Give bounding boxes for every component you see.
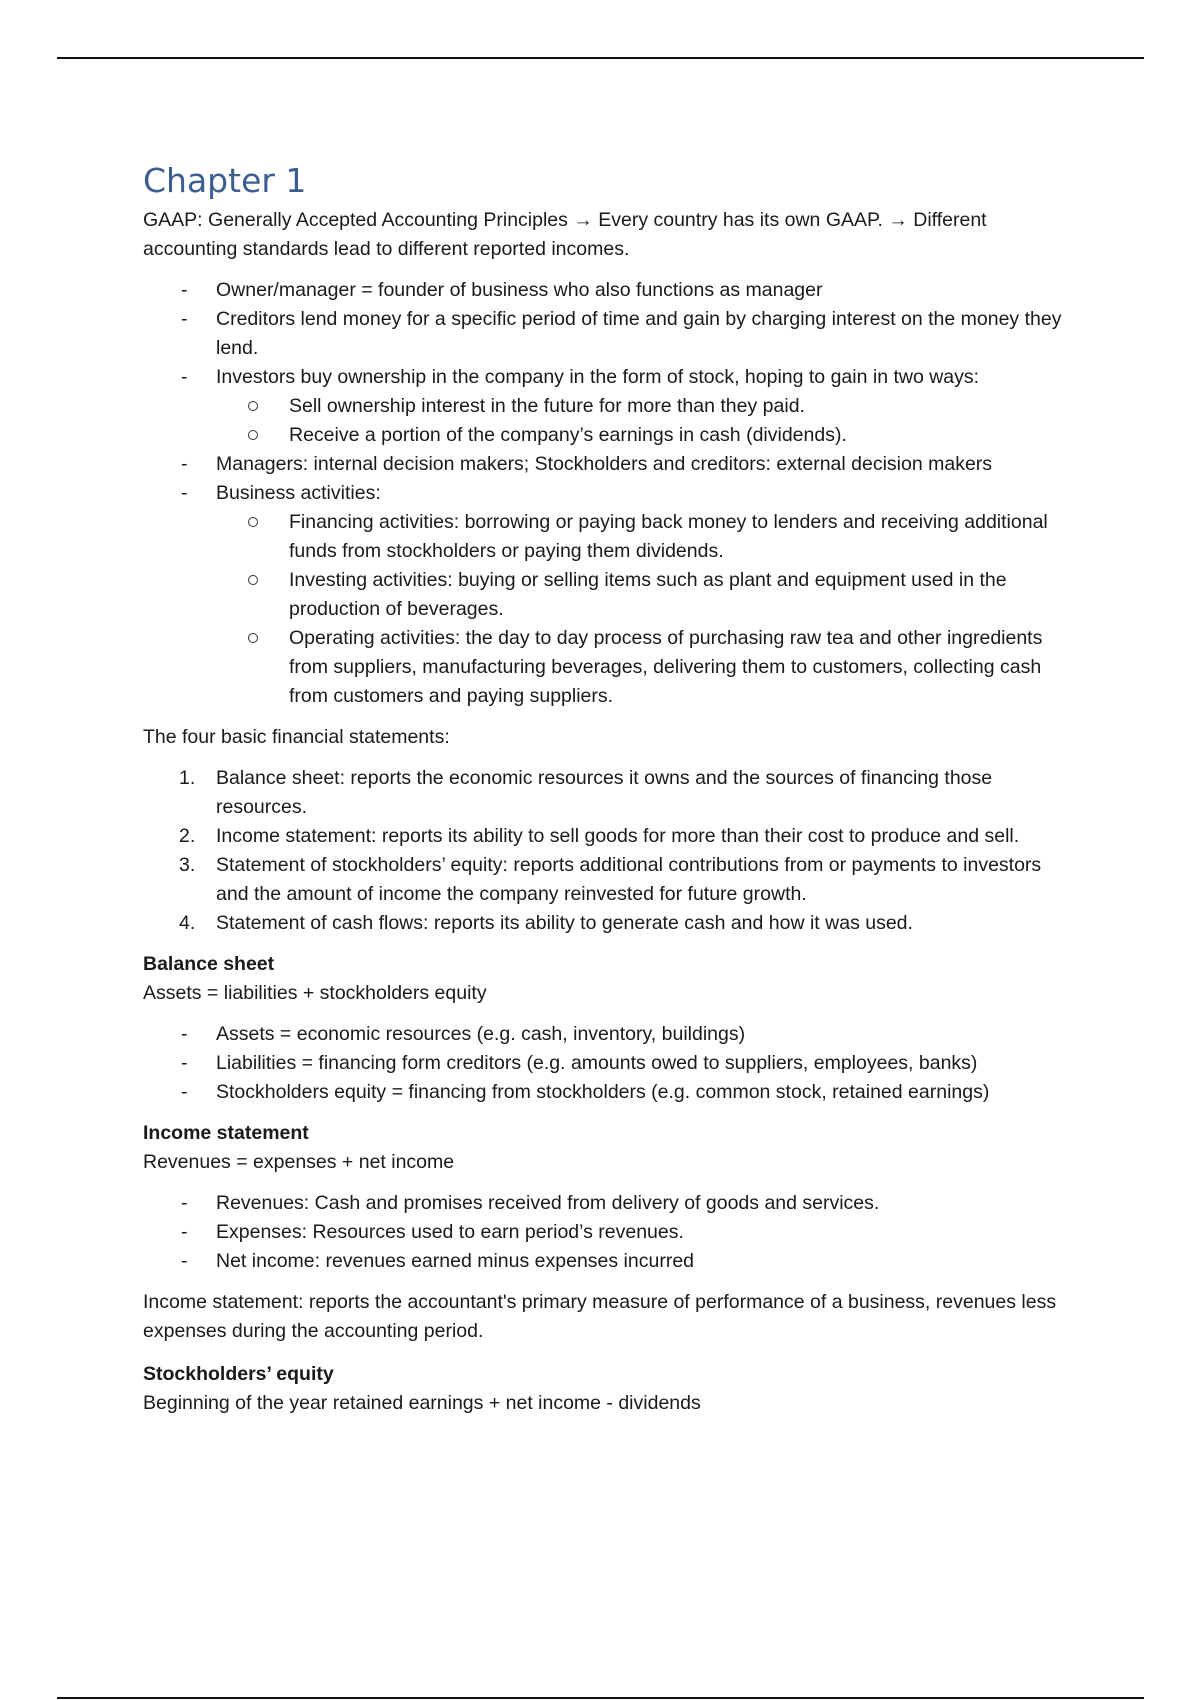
list-item: - Stockholders equity = financing from stockholders (e.g. common stock, retained earnings) bbox=[143, 1078, 1068, 1107]
dash-bullet: - bbox=[181, 1023, 188, 1045]
dash-bullet: - bbox=[181, 1081, 188, 1103]
overview-list bbox=[143, 276, 1068, 711]
intro-paragraph: GAAP: Generally Accepted Accounting Principles → Every country has its own GAAP. → Different accounting standards lead to different reported incomes. bbox=[143, 209, 987, 260]
list-item: - Revenues: Cash and promises received from delivery of goods and services. bbox=[143, 1189, 1068, 1218]
top-rule bbox=[57, 57, 1144, 59]
dash-bullet: - bbox=[181, 1052, 188, 1074]
list-item: Receive a portion of the company’s earnings in cash (dividends). bbox=[216, 421, 1068, 450]
list-item: 4. Statement of cash flows: reports its ability to generate cash and how it was used. bbox=[143, 909, 1068, 938]
list-item: Operating activities: the day to day process of purchasing raw tea and other ingredients from suppliers, manufacturing beverages, delivering them to customers, collecting cash from customers and paying suppliers. bbox=[216, 624, 1068, 711]
statements-list bbox=[143, 764, 1068, 938]
list-item: - Investors buy ownership in the company in the form of stock, hoping to gain in two ways: Sell ownership interest in the future for more than they paid. Receive a portion of the company’s earnings in cash (dividends). bbox=[143, 363, 1068, 450]
bottom-rule bbox=[57, 1697, 1144, 1699]
circle-bullet-icon bbox=[248, 517, 258, 527]
list-item: - Managers: internal decision makers; Stockholders and creditors: external decision makers bbox=[143, 450, 1068, 479]
business-activities-list bbox=[216, 508, 1068, 711]
dash-bullet: - bbox=[181, 482, 188, 504]
list-number: 2. bbox=[179, 825, 196, 847]
dash-bullet: - bbox=[181, 1250, 188, 1272]
income-statement-equation: Revenues = expenses + net income bbox=[143, 1151, 455, 1173]
income-statement-list bbox=[143, 1189, 1068, 1276]
investor-ways-list bbox=[216, 392, 1068, 450]
list-item: - Creditors lend money for a specific period of time and gain by charging interest on the money they lend. bbox=[143, 305, 1068, 363]
list-item: - Business activities: Financing activities: borrowing or paying back money to lenders and receiving additional funds from stockholders or paying them dividends. Investing activities: buying or selling items such as plant and equipment used in the production of beverages. Operating activities: the day to day process of purchasing raw tea and other ingredients from suppliers, manufacturing beverages, delivering them to customers, collecting cash from customers and paying suppliers. bbox=[143, 479, 1068, 711]
dash-bullet: - bbox=[181, 366, 188, 388]
document-page bbox=[143, 160, 1068, 1418]
list-item: - Expenses: Resources used to earn period’s revenues. bbox=[143, 1218, 1068, 1247]
list-item: - Net income: revenues earned minus expenses incurred bbox=[143, 1247, 1068, 1276]
dash-bullet: - bbox=[181, 308, 188, 330]
dash-bullet: - bbox=[181, 1221, 188, 1243]
list-item: Financing activities: borrowing or paying back money to lenders and receiving additional funds from stockholders or paying them dividends. bbox=[216, 508, 1068, 566]
circle-bullet-icon bbox=[248, 430, 258, 440]
stockholders-equity-heading: Stockholders’ equity bbox=[143, 1363, 334, 1385]
list-item: - Liabilities = financing form creditors (e.g. amounts owed to suppliers, employees, banks) bbox=[143, 1049, 1068, 1078]
balance-sheet-equation: Assets = liabilities + stockholders equity bbox=[143, 982, 487, 1004]
list-item: - Owner/manager = founder of business who also functions as manager bbox=[143, 276, 1068, 305]
dash-bullet: - bbox=[181, 1192, 188, 1214]
list-item: Investing activities: buying or selling items such as plant and equipment used in the production of beverages. bbox=[216, 566, 1068, 624]
list-number: 3. bbox=[179, 854, 196, 876]
income-statement-heading: Income statement bbox=[143, 1122, 309, 1144]
list-number: 1. bbox=[179, 767, 196, 789]
statements-intro: The four basic financial statements: bbox=[143, 726, 450, 748]
balance-sheet-heading: Balance sheet bbox=[143, 953, 275, 975]
dash-bullet: - bbox=[181, 279, 188, 301]
list-item: 1. Balance sheet: reports the economic resources it owns and the sources of financing those resources. bbox=[143, 764, 1068, 822]
list-item: Sell ownership interest in the future for more than they paid. bbox=[216, 392, 1068, 421]
dash-bullet: - bbox=[181, 453, 188, 475]
list-item: 2. Income statement: reports its ability to sell goods for more than their cost to produce and sell. bbox=[143, 822, 1068, 851]
list-number: 4. bbox=[179, 912, 196, 934]
circle-bullet-icon bbox=[248, 633, 258, 643]
balance-sheet-list bbox=[143, 1020, 1068, 1107]
chapter-title: Chapter 1 bbox=[143, 161, 307, 200]
income-statement-note: Income statement: reports the accountant's primary measure of performance of a business, revenues less expenses during the accounting period. bbox=[143, 1291, 1057, 1342]
circle-bullet-icon bbox=[248, 575, 258, 585]
circle-bullet-icon bbox=[248, 401, 258, 411]
stockholders-equity-equation: Beginning of the year retained earnings + net income - dividends bbox=[143, 1392, 701, 1414]
list-item: - Assets = economic resources (e.g. cash, inventory, buildings) bbox=[143, 1020, 1068, 1049]
list-item: 3. Statement of stockholders’ equity: reports additional contributions from or payments to investors and the amount of income the company reinvested for future growth. bbox=[143, 851, 1068, 909]
